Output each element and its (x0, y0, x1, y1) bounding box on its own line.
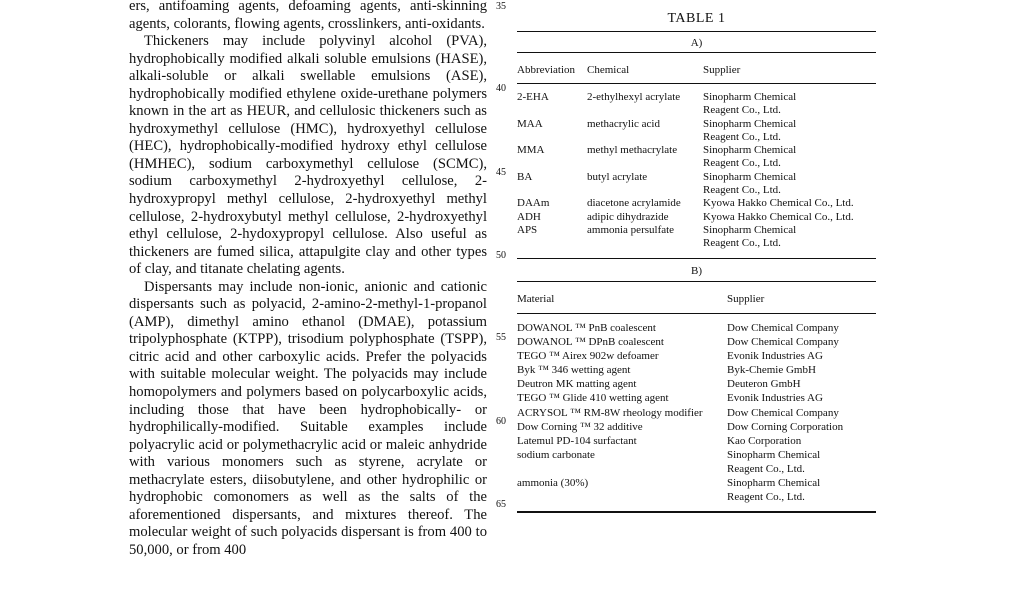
line-number: 40 (496, 83, 506, 94)
cell-material: Latemul PD-104 surfactant (517, 434, 637, 447)
table-row (517, 224, 876, 251)
table-rule (517, 83, 876, 84)
table-row (517, 118, 876, 145)
table-row (517, 171, 876, 198)
cell-abbreviation: MMA (517, 144, 545, 157)
cell-abbreviation: ADH (517, 210, 541, 223)
cell-supplier: Evonik Industries AG (727, 350, 823, 363)
cell-chemical: 2-ethylhexyl acrylate (587, 91, 681, 103)
line-number: 60 (496, 416, 506, 427)
table-rule (517, 313, 876, 314)
cell-supplier: Sinopharm Chemical Reagent Co., Ltd. (703, 144, 797, 170)
table-bottom-rule (517, 511, 876, 513)
cell-supplier: Dow Chemical Company (727, 336, 839, 349)
header-chemical: Chemical (587, 64, 630, 76)
line-number: 65 (496, 499, 506, 510)
table-rule (517, 258, 876, 259)
cell-supplier: Kao Corporation (727, 434, 802, 447)
table-row (517, 363, 876, 377)
cell-abbreviation: DAAm (517, 197, 550, 210)
cell-supplier: Kyowa Hakko Chemical Co., Ltd. (703, 210, 854, 223)
cell-supplier: Dow Corning Corporation (727, 420, 844, 433)
header-supplier: Supplier (727, 293, 765, 305)
cell-supplier: Dow Chemical Company (727, 322, 839, 334)
cell-material: Deutron MK matting agent (517, 378, 637, 391)
table-row (517, 91, 876, 118)
cell-abbreviation: APS (517, 223, 538, 236)
cell-chemical: butyl acrylate (587, 170, 648, 183)
cell-chemical: ammonia persulfate (587, 223, 675, 236)
cell-supplier: Deuteron GmbH (727, 378, 801, 391)
header-material: Material (517, 293, 555, 305)
cell-material: TEGO ™ Glide 410 wetting agent (517, 392, 669, 405)
table-rule (517, 31, 876, 32)
table-rule (517, 52, 876, 53)
cell-supplier: Sinopharm Chemical Reagent Co., Ltd. (727, 477, 821, 504)
line-number: 45 (496, 167, 506, 178)
line-number: 50 (496, 250, 506, 261)
cell-supplier: Dow Chemical Company (727, 406, 839, 419)
cell-abbreviation: BA (517, 170, 533, 183)
cell-abbreviation: MAA (517, 117, 543, 130)
cell-material: TEGO ™ Airex 902w defoamer (517, 350, 659, 363)
cell-abbreviation: 2-EHA (517, 91, 549, 103)
cell-supplier: Kyowa Hakko Chemical Co., Ltd. (703, 197, 854, 210)
line-number: 35 (496, 1, 506, 12)
cell-chemical: adipic dihydrazide (587, 210, 669, 223)
cell-supplier: Sinopharm Chemical Reagent Co., Ltd. (727, 448, 821, 475)
table-row (517, 420, 876, 434)
paragraph-dispersants: Dispersants may include non-ionic, anionic and cationic dispersants such as polyacid, 2-amino-2-methyl-1-propanol (AMP), dimethyl amino ethanol (DMAE), potassium tripolyphosphate (KTPP), trisodium polyphosphate (TSPP), citric acid and other carboxylic acids. Prefer the polyacids with suitable molecular weight. The polyacids may include homopolymers and polymers based on polycarboxylic acids, including those that have been hydrophobically- or hydrophilically-modified. Suitable examples include polyacrylic acid or polymethacrylic acid or maleic anhydride with various monomers such as styrene, acrylate or methacrylate esters, diisobutylene, and other hydrophilic or hydrophobic comonomers as well as the salts of the aforementioned dispersants, and mixtures thereof. The molecular weight of such polyacids dispersant is from 400 to 50,000, or from 400 (129, 278, 487, 558)
table-row (517, 197, 876, 210)
section-b-label: B) (691, 265, 702, 277)
body-text-column (129, 0, 487, 560)
table-row (517, 391, 876, 405)
table-row (517, 144, 876, 171)
table-row (517, 349, 876, 363)
cell-material: Dow Corning ™ 32 additive (517, 420, 643, 433)
cell-material: DOWANOL ™ PnB coalescent (517, 322, 656, 334)
cell-material: DOWANOL ™ DPnB coalescent (517, 336, 664, 349)
paragraph-additives: ers, antifoaming agents, defoaming agents, anti-skinning agents, colorants, flowing agents, crosslinkers, anti-oxidants. (129, 0, 487, 32)
header-abbreviation: Abbreviation (517, 64, 576, 76)
cell-material: ammonia (30%) (517, 477, 589, 490)
table-row (517, 448, 876, 476)
cell-chemical: methyl methacrylate (587, 144, 678, 157)
section-b-body (517, 321, 876, 504)
section-a-label: A) (690, 37, 703, 49)
cell-supplier: Sinopharm Chemical Reagent Co., Ltd. (703, 91, 797, 117)
cell-material: ACRYSOL ™ RM-8W rheology modifier (517, 406, 703, 419)
table-title: TABLE 1 (667, 11, 726, 26)
cell-supplier: Sinopharm Chemical Reagent Co., Ltd. (703, 223, 797, 250)
cell-material: Byk ™ 346 wetting agent (517, 364, 631, 377)
cell-supplier: Sinopharm Chemical Reagent Co., Ltd. (703, 117, 797, 143)
cell-supplier: Sinopharm Chemical Reagent Co., Ltd. (703, 170, 797, 197)
cell-chemical: diacetone acrylamide (587, 197, 681, 210)
section-a-body (517, 91, 876, 251)
header-supplier: Supplier (703, 64, 741, 76)
cell-supplier: Evonik Industries AG (727, 392, 823, 405)
line-number: 55 (496, 332, 506, 343)
table-row (517, 211, 876, 224)
table-row (517, 377, 876, 391)
cell-supplier: Byk-Chemie GmbH (727, 364, 816, 377)
cell-chemical: methacrylic acid (587, 117, 660, 130)
table-row (517, 335, 876, 349)
paragraph-thickeners: Thickeners may include polyvinyl alcohol (PVA), hydrophobically modified alkali soluble emulsions (HASE), alkali-soluble or alkali swellable emulsions (ASE), hydrophobically modified ethylene oxide-urethane polymers known in the art as HEUR, and cellulosic thickeners such as hydroxymethyl cellulose (HMC), hydroxyethyl cellulose (HEC), hydrophobically-modified hydroxy ethyl cellulose (HMHEC), sodium carboxymethyl cellulose (SCMC), sodium carboxymethyl 2-hydroxyethyl cellulose, 2-hydroxypropyl methyl cellulose, 2-hydroxyethyl methyl cellulose, 2-hydroxybutyl methyl cellulose, 2-hydroxyethyl ethyl cellulose, 2-hydoxypropyl cellulose. Also useful as thickeners are fumed silica, attapulgite clay and other types of clay, and titanate chelating agents. (129, 33, 487, 278)
table-row (517, 321, 876, 335)
cell-material: sodium carbonate (517, 448, 595, 461)
table-rule (517, 281, 876, 282)
table-row (517, 476, 876, 504)
table-row (517, 434, 876, 448)
table-row (517, 406, 876, 420)
